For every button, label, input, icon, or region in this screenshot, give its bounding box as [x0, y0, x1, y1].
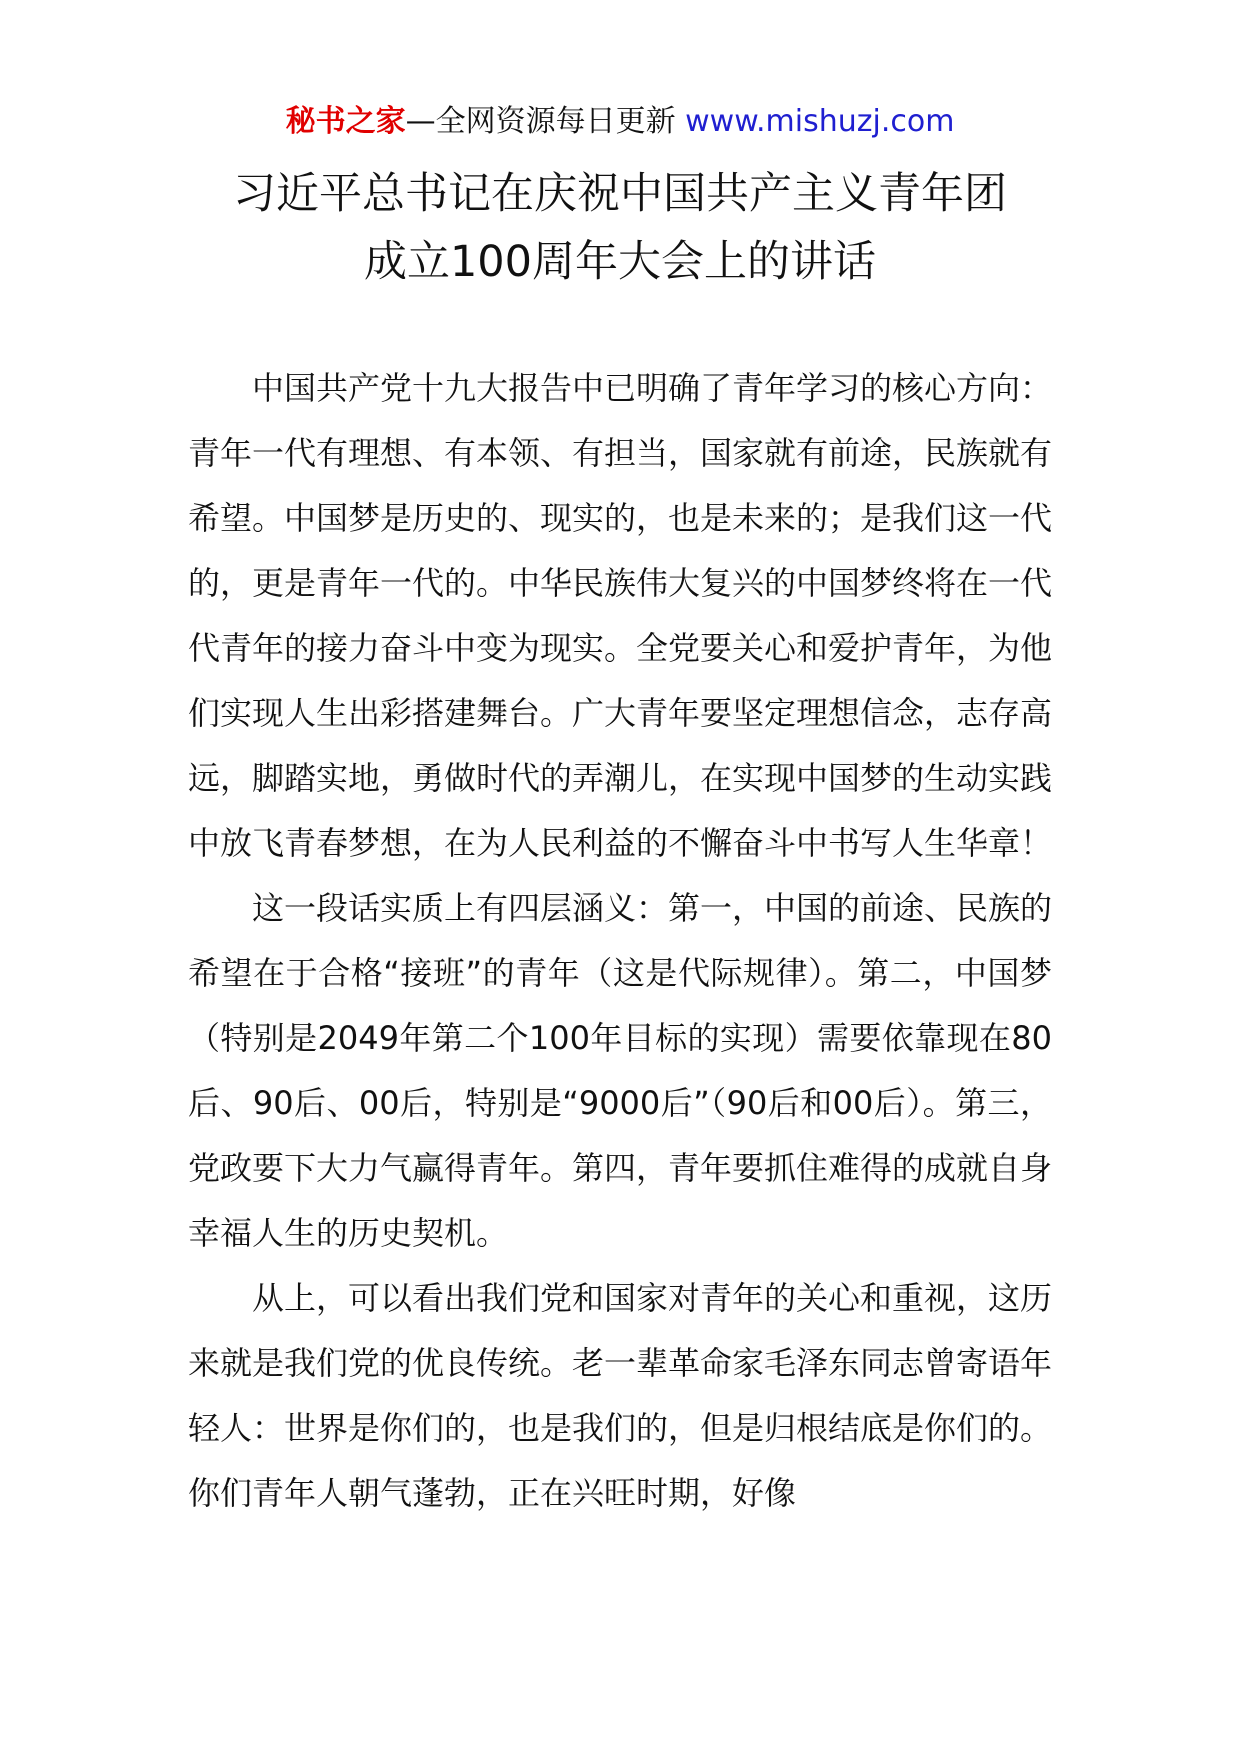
- document-body: [188, 356, 1052, 1526]
- paragraph-2: 这一段话实质上有四层涵义：第一，中国的前途、民族的希望在于合格“接班”的青年（这是代际规律）。第二，中国梦（特别是2049年第二个100年目标的实现）需要依靠现在80后、90后、00后，特别是“9000后”（90后和00后）。第三，党政要下大力气赢得青年。第四，青年要抓住难得的成就自身幸福人生的历史契机。: [188, 889, 1053, 1252]
- document-title: [0, 160, 1240, 296]
- site-brand: 秘书之家: [285, 104, 406, 139]
- title-line-2: 成立100周年大会上的讲话: [363, 237, 877, 287]
- paragraph-3: 从上，可以看出我们党和国家对青年的关心和重视，这历来就是我们党的优良传统。老一辈革命家毛泽东同志曾寄语年轻人：世界是你们的，也是我们的，但是归根结底是你们的。你们青年人朝气蓬勃，正在兴旺时期，好像: [188, 1279, 1053, 1512]
- paragraph-1: 中国共产党十九大报告中已明确了青年学习的核心方向：青年一代有理想、有本领、有担当，国家就有前途，民族就有希望。中国梦是历史的、现实的，也是未来的；是我们这一代的，更是青年一代的。中华民族伟大复兴的中国梦终将在一代代青年的接力奋斗中变为现实。全党要关心和爱护青年，为他们实现人生出彩搭建舞台。广大青年要坚定理想信念，志存高远，脚踏实地，勇做时代的弄潮儿，在实现中国梦的生动实践中放飞青春梦想，在为人民利益的不懈奋斗中书写人生华章！: [188, 369, 1053, 862]
- site-url-link[interactable]: www.mishuzj.com: [685, 104, 955, 139]
- site-tagline: —全网资源每日更新: [405, 104, 676, 139]
- title-line-1: 习近平总书记在庆祝中国共产主义青年团: [233, 169, 1007, 219]
- site-header: [0, 102, 1240, 142]
